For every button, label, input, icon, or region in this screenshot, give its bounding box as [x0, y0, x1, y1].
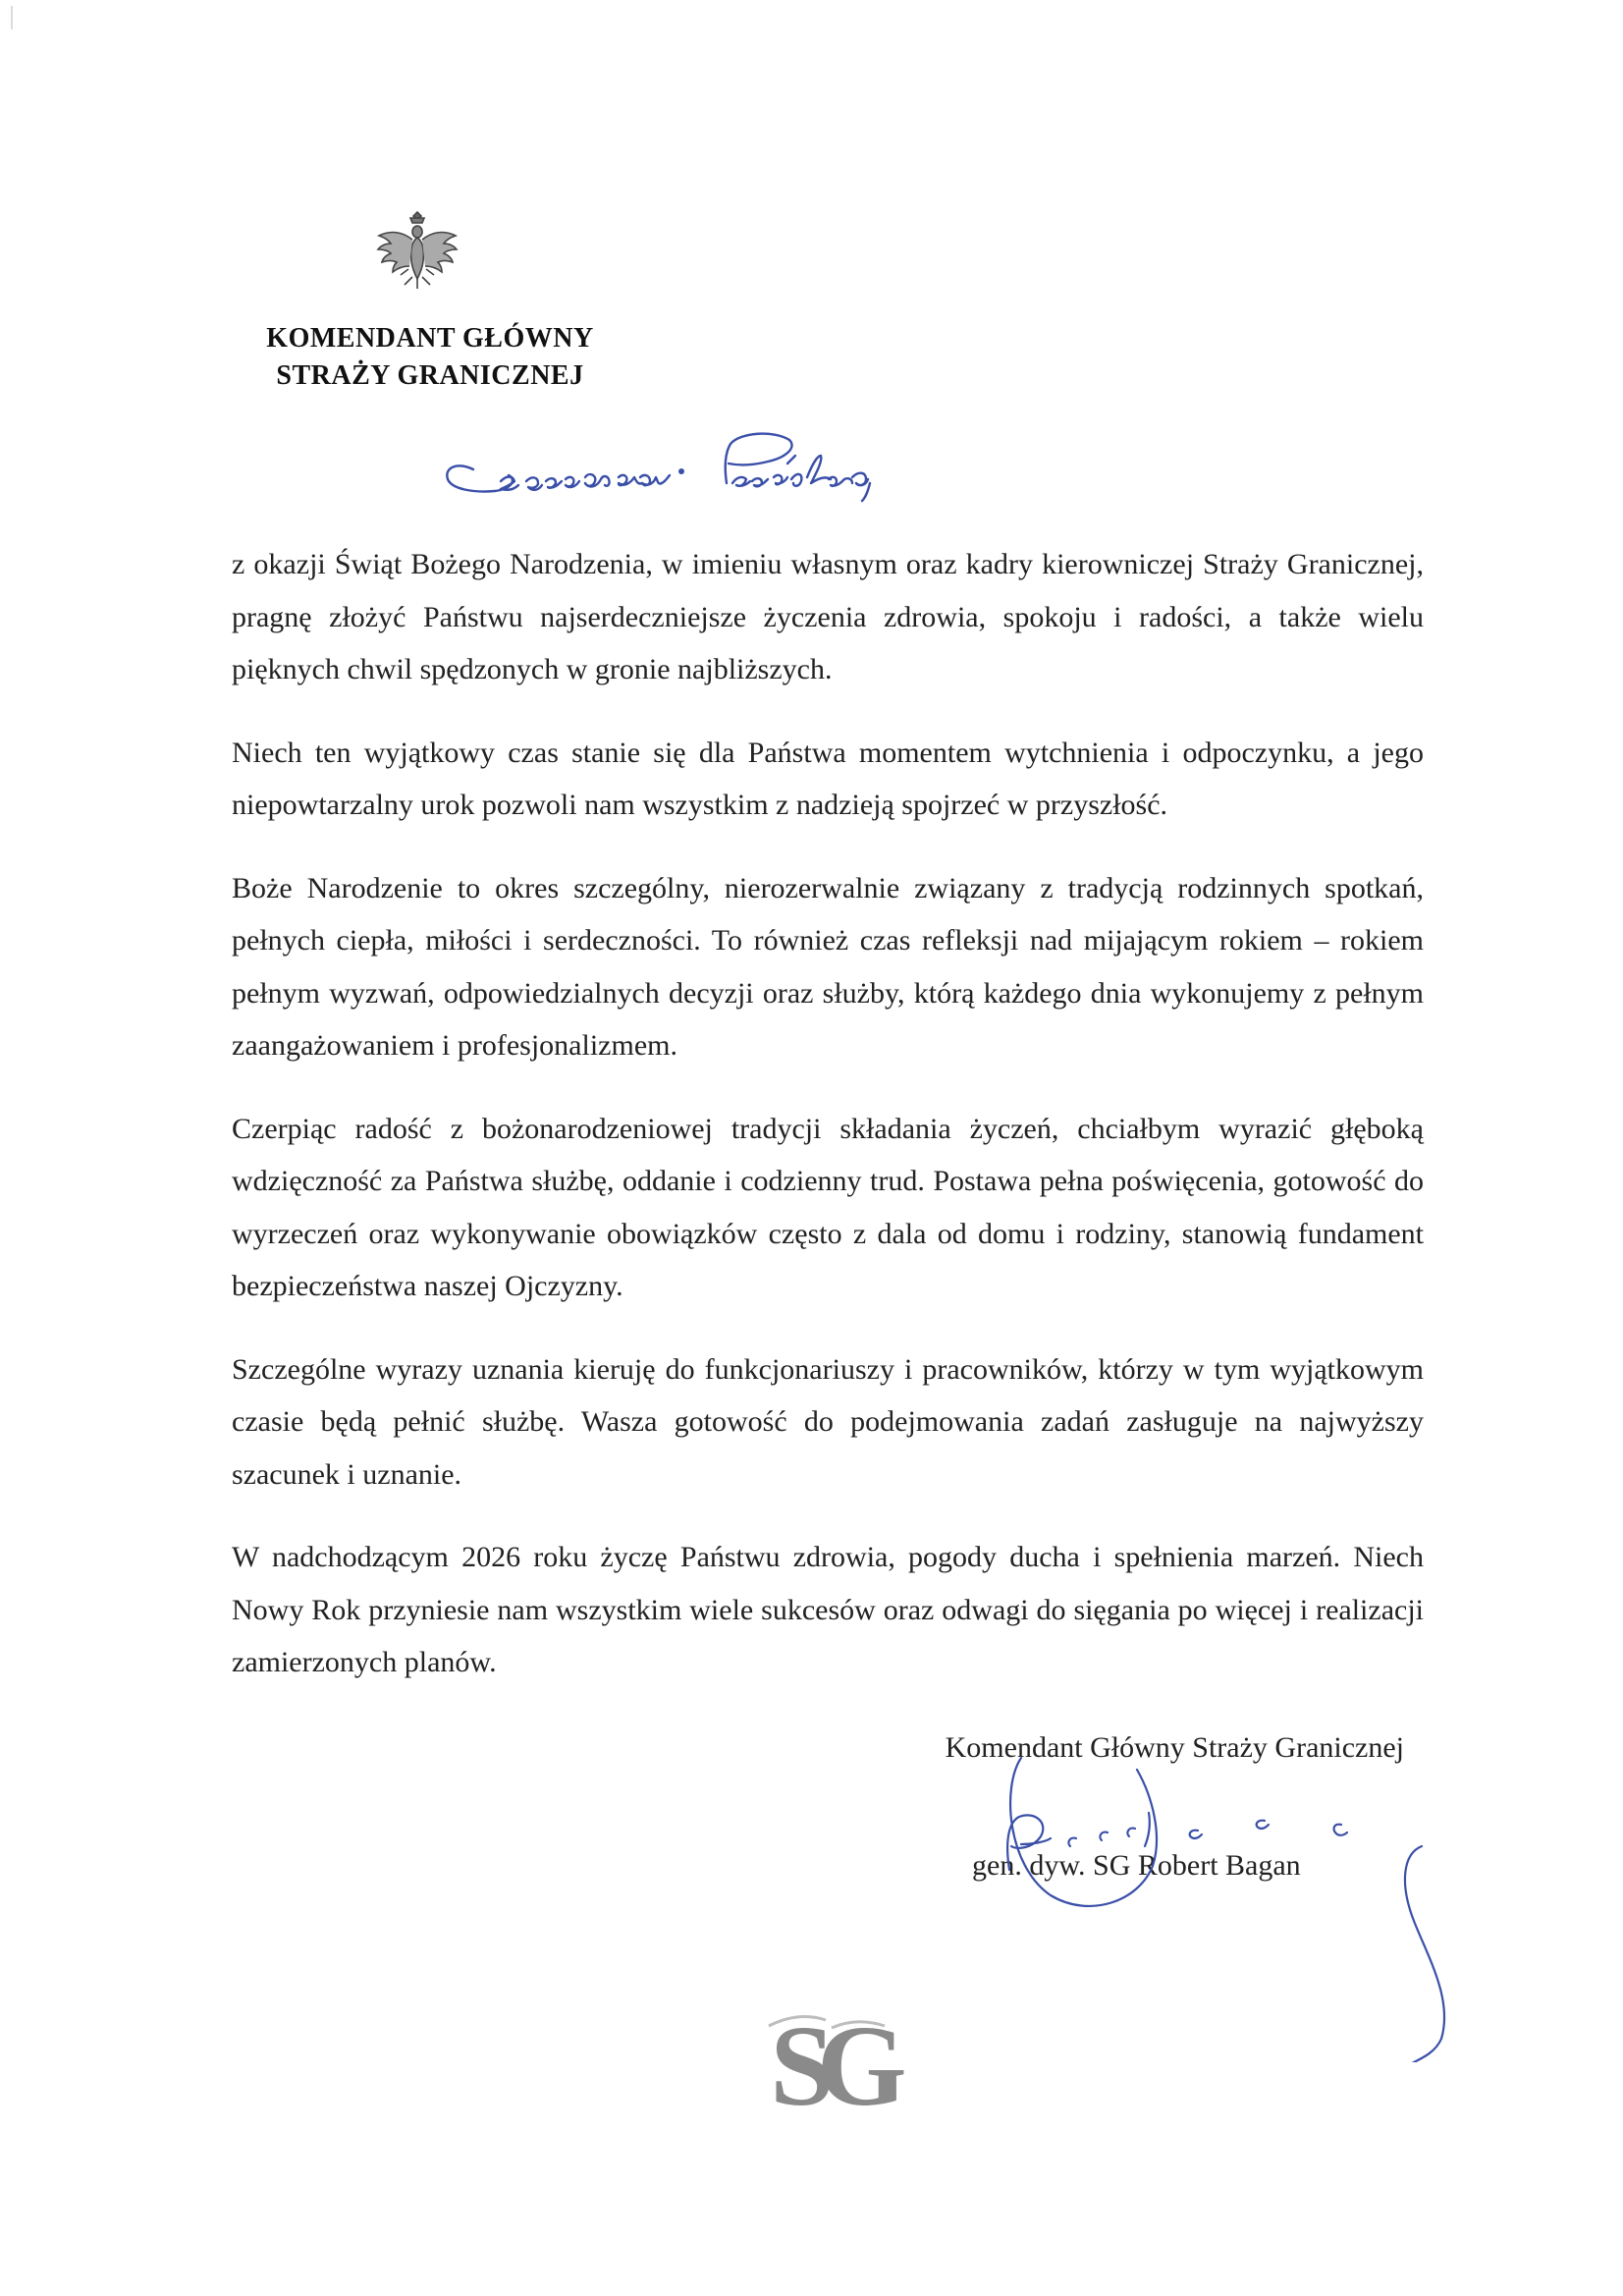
paragraph-2: Niech ten wyjątkowy czas stanie się dla Państwa momentem wytchnienia i odpoczynku, a jego niepowtarzalny urok pozwoli nam wszystkim z nadzieją spojrzeć w przyszłość. [232, 736, 1424, 821]
letter-header [234, 320, 626, 395]
signature-name: gen. dyw. SG Robert Bagan [972, 1849, 1301, 1882]
letter-body [232, 538, 1424, 1720]
paragraph-6: W nadchodzącym 2026 roku życzę Państwu zdrowia, pogody ducha i spełnienia marzeń. Niech Nowy Rok przyniesie nam wszystkim wiele sukcesów oraz odwagi do sięgania po więcej i realizacji zamierzonych planów. [232, 1541, 1424, 1678]
signature-title: Komendant Główny Straży Granicznej [945, 1731, 1404, 1764]
header-line-1: KOMENDANT GŁÓWNY [266, 323, 594, 354]
scan-mark [10, 6, 14, 29]
sg-logo-text: SG [770, 2001, 890, 2126]
handwritten-signature-icon [943, 1738, 1532, 2062]
sg-logo-icon [751, 1998, 908, 2126]
paragraph-5: Szczególne wyrazy uznania kieruję do funkcjonariuszy i pracowników, którzy w tym wyjątkowym czasie będą pełnić służbę. Wasza gotowość do podejmowania zadań zasługuje na najwyższy szacunek i uznanie. [232, 1352, 1424, 1491]
paragraph-3: Boże Narodzenie to okres szczególny, nierozerwalnie związany z tradycją rodzinnych spotkań, pełnych ciepła, miłości i serdeczności. To również czas refleksji nad mijającym rokiem – rokiem pełnym wyzwań, odpowiedzialnych decyzji oraz służby, którą każdego dnia wykonujemy z pełnym zaangażowaniem i profesjonalizmem. [232, 871, 1424, 1062]
handwritten-salutation [432, 412, 1178, 530]
paragraph-1: z okazji Świąt Bożego Narodzenia, w imieniu własnym oraz kadry kierowniczej Straży Granicznej, pragnę złożyć Państwu najserdeczniejsze życzenia zdrowia, spokoju i radości, a także wielu pięknych chwil spędzonych w gronie najbliższych. [232, 548, 1424, 685]
polish-eagle-icon [373, 208, 461, 291]
paragraph-4: Czerpiąc radość z bożonarodzeniowej tradycji składania życzeń, chciałbym wyrazić głęboką wdzięczność za Państwa służbę, oddanie i codzienny trud. Postawa pełna poświęcenia, gotowość do wyrzeczeń oraz wykonywanie obowiązków często z dala od domu i rodziny, stanowią fundament bezpieczeństwa naszej Ojczyzny. [232, 1112, 1424, 1302]
header-line-2: STRAŻY GRANICZNEJ [276, 360, 584, 391]
